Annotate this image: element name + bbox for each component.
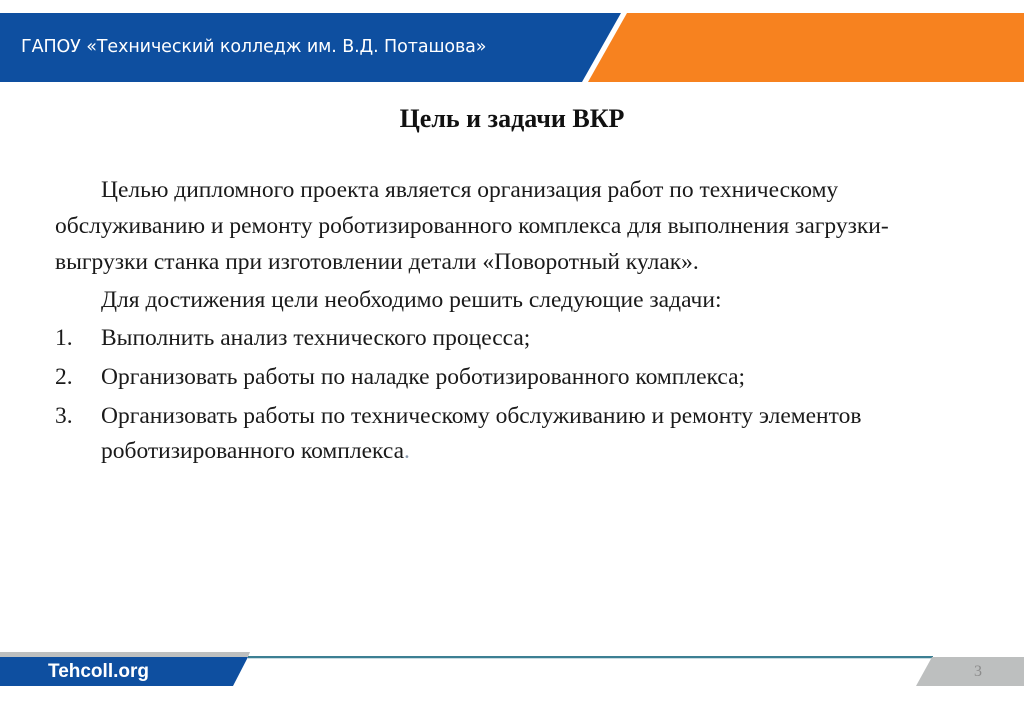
goal-paragraph: Целью дипломного проекта является организация работ по техническому обслуживанию и ремонту роботизированного комплекса для выполнения загрузки-выгрузки станка при изготовлении детали «Поворотный кулак». (55, 177, 889, 275)
slide-title: Цель и задачи ВКР (399, 104, 625, 133)
task-text: Организовать работы по техническому обслуживанию и ремонту элементов роботизированного комплекса (101, 403, 862, 464)
task-item (55, 399, 955, 469)
slide-header (0, 13, 1024, 82)
footer-banner-shape (0, 652, 1024, 688)
task-item (55, 321, 955, 356)
task-number: 2. (55, 364, 73, 390)
task-text: Организовать работы по наладке роботизированного комплекса; (101, 364, 746, 390)
site-link: Tehcoll.org (48, 661, 149, 682)
task-number: 1. (55, 325, 73, 351)
task-text: Выполнить анализ технического процесса; (101, 325, 531, 351)
task-number: 3. (55, 403, 73, 429)
task-list (55, 321, 955, 469)
page-number: 3 (974, 663, 982, 680)
institution-name: ГАПОУ «Технический колледж им. В.Д. Поташова» (21, 37, 487, 57)
task-text-wrapper (101, 399, 955, 469)
task-trailing-period: . (404, 438, 410, 464)
tasks-intro: Для достижения цели необходимо решить следующие задачи: (101, 287, 722, 313)
slide-body (55, 172, 955, 473)
slide-footer (0, 652, 1024, 688)
task-item (55, 360, 955, 395)
